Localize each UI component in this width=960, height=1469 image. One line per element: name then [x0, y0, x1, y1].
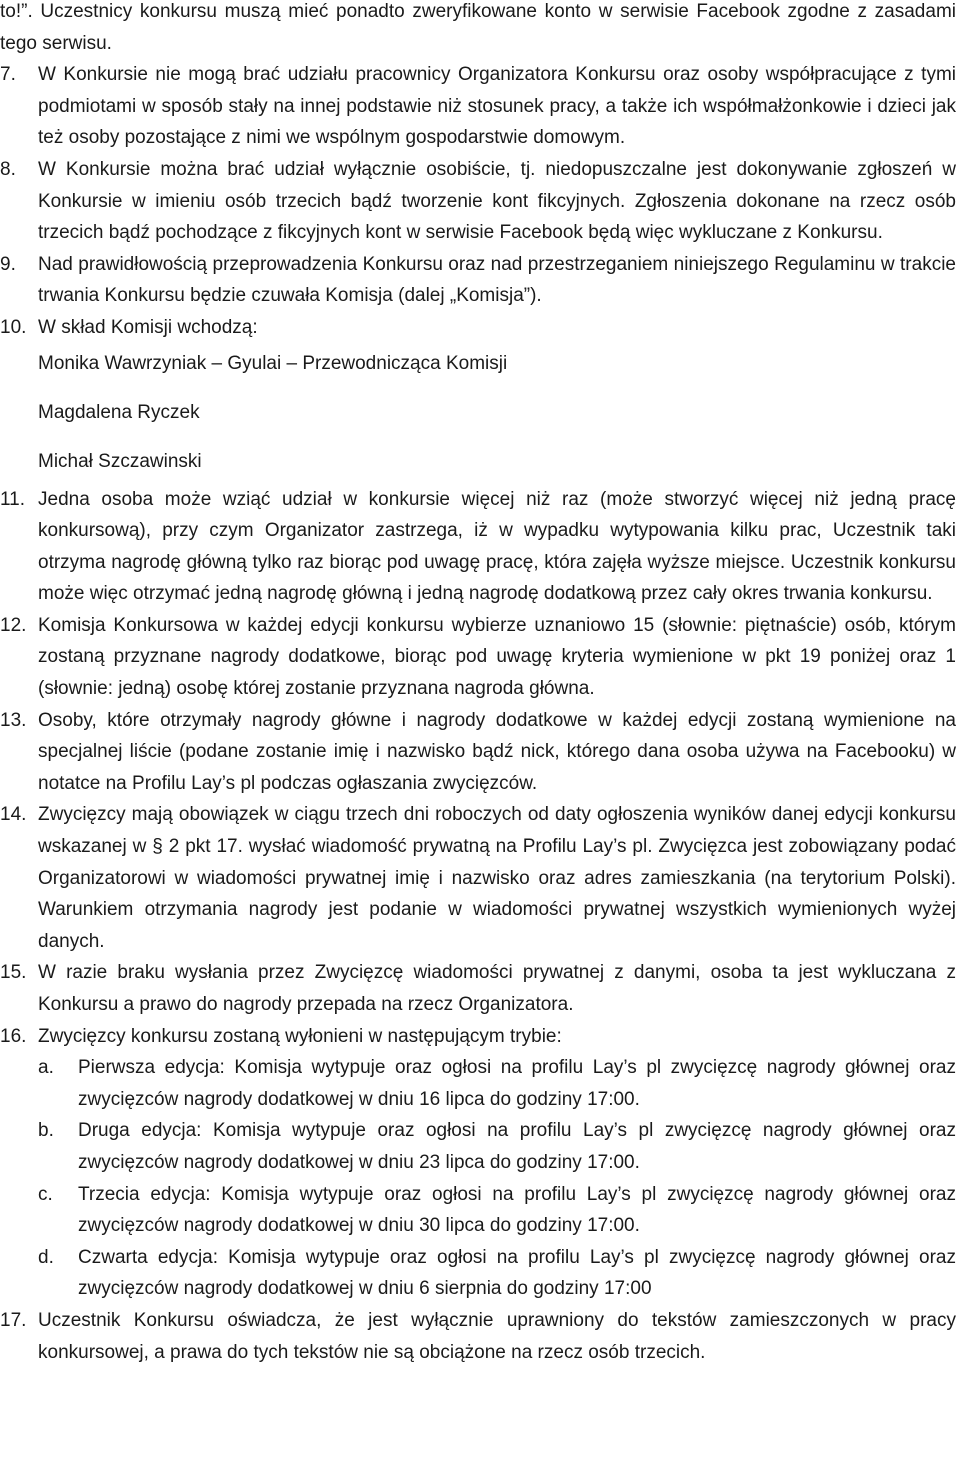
- item-number: 7.: [0, 64, 16, 86]
- subitem-text: Pierwsza edycja: Komisja wytypuje oraz ogłosi na profilu Lay’s pl zwycięzcę nagrody głównej oraz zwycięzców nagrody dodatkowej w dniu 16 lipca do godziny 17:00.: [78, 1057, 956, 1110]
- item-text: W skład Komisji wchodzą:: [38, 316, 258, 338]
- committee-members: [0, 344, 956, 484]
- item-text: Uczestnik Konkursu oświadcza, że jest wyłącznie uprawniony do tekstów zamieszczonych w pracy konkursowej, a prawa do tych tekstów nie są obciążone na rzecz osób trzecich.: [38, 1309, 956, 1363]
- subitem-text: Czwarta edycja: Komisja wytypuje oraz ogłosi na profilu Lay’s pl zwycięzcę nagrody głównej oraz zwycięzców nagrody dodatkowej w dniu 6 sierpnia do godziny 17:00: [78, 1246, 956, 1300]
- item-number: 14.: [0, 804, 27, 826]
- edition-sublist: [0, 1052, 956, 1305]
- item-number: 12.: [0, 614, 27, 636]
- list-item: [0, 154, 956, 249]
- item-number: 13.: [0, 709, 27, 731]
- item-text: Komisja Konkursowa w każdej edycji konkursu wybierze uznaniowo 15 (słownie: piętnaście) osób, którym zostaną przyznane nagrody dodatkowe, biorąc pod uwagę kryteria wymienione w pkt 19 poniżej oraz 1 (słownie: jedną) osobę której zostanie przyznana nagroda główna.: [38, 614, 956, 700]
- subitem-letter: c.: [38, 1183, 53, 1205]
- sublist-item: [0, 1242, 956, 1305]
- item-text: Jedna osoba może wziąć udział w konkursie więcej niż raz (może stworzyć więcej niż jedną pracę konkursową), przy czym Organizator zastrzega, iż w wypadku wytypowania kilku prac, Uczestnik taki otrzyma nagrodę główną tylko raz biorąc pod uwagę pracę, która zajęła wyższe miejsce. Uczestnik konkursu może więc otrzymać jedną nagrodę główną i jedną nagrodę dodatkową przez cały okres trwania konkursu.: [38, 488, 956, 605]
- list-item: [0, 59, 956, 154]
- item-number: 10.: [0, 316, 27, 338]
- subitem-text: Druga edycja: Komisja wytypuje oraz ogłosi na profilu Lay’s pl zwycięzcę nagrody głównej oraz zwycięzców nagrody dodatkowej w dniu 23 lipca do godziny 17:00.: [78, 1120, 956, 1173]
- item-text: Zwycięzcy mają obowiązek w ciągu trzech dni roboczych od daty ogłoszenia wyników danej edycji konkursu wskazanej w § 2 pkt 17. wysłać wiadomość prywatną na Profilu Lay’s pl. Zwycięzca jest zobowiązany podać Organizatorowi w wiadomości prywatnej imię i nazwisko oraz adres zamieszkania (na terytorium Polski). Warunkiem otrzymania nagrody jest podanie w wiadomości prywatnej wszystkich wymienionych wyżej danych.: [38, 804, 956, 952]
- item-text: Zwycięzcy konkursu zostaną wyłonieni w następującym trybie:: [38, 1025, 562, 1047]
- committee-member: Monika Wawrzyniak – Gyulai – Przewodnicząca Komisji: [38, 352, 508, 374]
- subitem-letter: b.: [38, 1120, 54, 1142]
- list-item: [0, 610, 956, 705]
- subitem-letter: d.: [38, 1246, 54, 1268]
- list-item: [0, 1305, 956, 1368]
- committee-member: Magdalena Ryczek: [38, 401, 200, 423]
- intro-paragraph: to!”. Uczestnicy konkursu muszą mieć ponadto zweryfikowane konto w serwisie Facebook zgodne z zasadami tego serwisu.: [0, 1, 956, 54]
- item-number: 11.: [0, 488, 26, 510]
- sublist-item: [0, 1115, 956, 1178]
- item-number: 8.: [0, 158, 16, 180]
- list-item: [0, 799, 956, 957]
- list-item: [0, 705, 956, 800]
- list-item: [0, 484, 956, 610]
- list-item: [0, 312, 956, 344]
- list-item: [0, 249, 956, 312]
- committee-member: Michał Szczawinski: [38, 450, 202, 472]
- rules-list-part-2: [0, 484, 956, 1053]
- item-number: 16.: [0, 1025, 27, 1047]
- item-text: W Konkursie nie mogą brać udziału pracownicy Organizatora Konkursu oraz osoby współpracujące z tymi podmiotami w sposób stały na innej podstawie niż stosunek pracy, a także ich współmałżonkowie i dzieci jak też osoby pozostające z nimi we wspólnym gospodarstwie domowym.: [38, 64, 956, 149]
- list-item: [0, 1021, 956, 1053]
- item-text: Nad prawidłowością przeprowadzenia Konkursu oraz nad przestrzeganiem niniejszego Regulaminu w trakcie trwania Konkursu będzie czuwała Komisja (dalej „Komisja”).: [38, 253, 956, 307]
- item-number: 15.: [0, 962, 27, 984]
- subitem-letter: a.: [38, 1057, 54, 1079]
- item-text: W Konkursie można brać udział wyłącznie osobiście, tj. niedopuszczalne jest dokonywanie zgłoszeń w Konkursie w imieniu osób trzecich bądź tworzenie kont fikcyjnych. Zgłoszenia dokonane na rzecz osób trzecich bądź pochodzące z fikcyjnych kont w serwisie Facebook będą więc wykluczane z Konkursu.: [38, 158, 956, 244]
- item-text: W razie braku wysłania przez Zwycięzcę wiadomości prywatnej z danymi, osoba ta jest wykluczana z Konkursu a prawo do nagrody przepada na rzecz Organizatora.: [38, 962, 956, 1015]
- rules-list-part-1: [0, 59, 956, 343]
- sublist-item: [0, 1052, 956, 1115]
- item-number: 17.: [0, 1309, 27, 1331]
- sublist-item: [0, 1179, 956, 1242]
- item-number: 9.: [0, 253, 16, 275]
- item-text: Osoby, które otrzymały nagrody główne i nagrody dodatkowe w każdej edycji zostaną wymienione na specjalnej liście (podane zostanie imię i nazwisko bądź nick, którego dana osoba używa na Facebooku) w notatce na Profilu Lay’s pl podczas ogłaszania zwycięzców.: [38, 709, 956, 794]
- list-item: [0, 957, 956, 1020]
- subitem-text: Trzecia edycja: Komisja wytypuje oraz ogłosi na profilu Lay’s pl zwycięzcę nagrody głównej oraz zwycięzców nagrody dodatkowej w dniu 30 lipca do godziny 17:00.: [78, 1183, 956, 1237]
